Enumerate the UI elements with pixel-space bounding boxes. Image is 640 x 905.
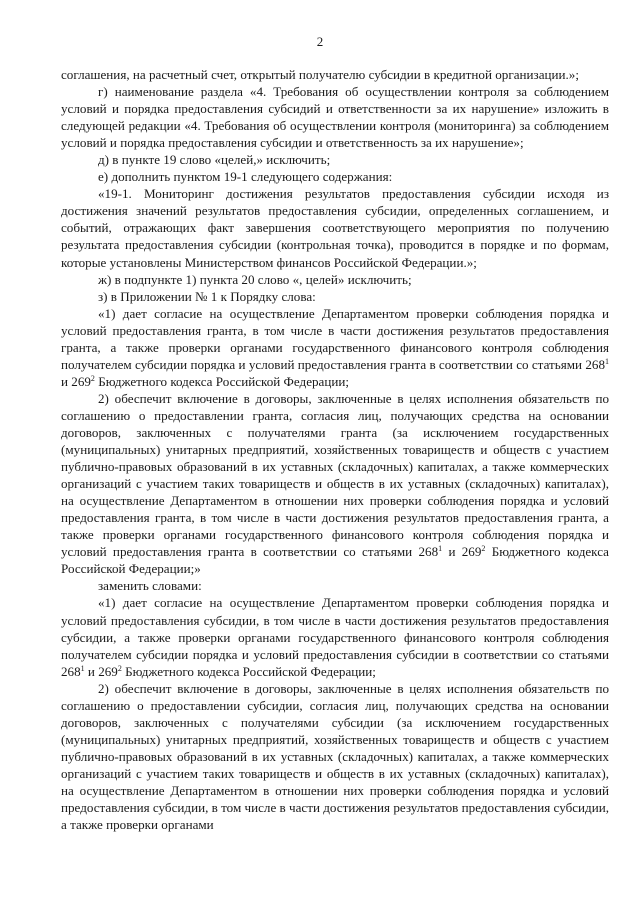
- paragraph-item-g: г) наименование раздела «4. Требования об осуществлении контроля за соблюдением условий и порядка предоставления субсидий и ответственности за их нарушение» изложить в следующей редакции «4. Требования об осуществлении контроля (мониторинга) за соблюдением условий и порядка предоставления субсидии и ответственность за их нарушение»;: [61, 84, 609, 151]
- superscript: 1: [438, 544, 443, 554]
- paragraph-old-clause-1: [61, 305, 609, 390]
- paragraph-item-d: д) в пункте 19 слово «целей,» исключить;: [98, 152, 331, 168]
- text-segment: и 269: [61, 373, 91, 389]
- paragraph-item-z: з) в Приложении № 1 к Порядку слова:: [98, 288, 316, 304]
- page-number: 2: [316, 34, 324, 49]
- text-segment: Бюджетного кодекса Российской Федерации;: [94, 373, 350, 389]
- paragraph-item-e: е) дополнить пунктом 19-1 следующего содержания:: [98, 169, 393, 185]
- superscript: 1: [605, 356, 609, 366]
- text-segment: «1) дает согласие на осуществление Департаментом проверки соблюдения порядка и условий предоставления гранта, в том числе в части достижения результатов предоставления гранта, а также проверки органами государственного финансового контроля соблюдения получателем субсидии порядка и условий предоставления гранта в соответствии со статьями 268: [61, 305, 609, 372]
- superscript: 1: [80, 663, 85, 673]
- paragraph-point-19-1: «19-1. Мониторинг достижения результатов предоставления субсидии исходя из достижения значений результатов предоставления субсидии, определенных соглашением, и событий, отражающих факт завершения соответствующего мероприятия по получению результата предоставления субсидии (контрольная точка), проводится в порядке и по формам, которые установлены Министерством финансов Российской Федерации.»;: [61, 186, 609, 270]
- text-segment: Бюджетного кодекса Российской Федерации;»: [61, 544, 609, 577]
- superscript: 2: [481, 544, 486, 554]
- superscript: 2: [117, 663, 122, 673]
- text-segment: Бюджетного кодекса Российской Федерации;: [121, 663, 376, 679]
- document-body: [61, 66, 609, 833]
- text-segment: 2) обеспечит включение в договоры, заключенные в целях исполнения обязательств по соглашению о предоставлении гранта, согласия лиц, получающих средства на основании договоров, заключенных с получателями гранта (за исключением государственных (муниципальных) унитарных предприятий, хозяйственных товариществ и обществ с участием публично-правовых образований в их уставных (складочных) капиталах, а также коммерческих организаций с участием таких товариществ и обществ в их уставных (складочных) капиталах), на осуществление Департаментом в отношении них проверки соблюдения порядка и условий предоставления гранта, в том числе в части достижения результатов предоставления гранта, а также проверки органами государственного финансового контроля соблюдения порядка и условий предоставления гранта в соответствии со статьями 268: [61, 390, 609, 560]
- text-segment: «1) дает согласие на осуществление Департаментом проверки соблюдения порядка и условий предоставления субсидии, в том числе в части достижения результатов предоставления субсидии, а также проверки органами государственного финансового контроля соблюдения получателем субсидии порядка и условий предоставления субсидии в соответствии со статьями 268: [61, 595, 609, 679]
- paragraph-old-clause-2: [61, 390, 609, 578]
- paragraph-continuation: соглашения, на расчетный счет, открытый получателю субсидии в кредитной организации.»;: [61, 67, 579, 82]
- paragraph-replace-with: заменить словами:: [98, 578, 202, 594]
- superscript: 2: [90, 373, 95, 383]
- text-segment: и 269: [84, 663, 118, 679]
- paragraph-item-zh: ж) в подпункте 1) пункта 20 слово «, целей» исключить;: [98, 271, 412, 287]
- paragraph-new-clause-2: 2) обеспечит включение в договоры, заключенные в целях исполнения обязательств по соглашению о предоставлении субсидии, согласия лиц, получающих средства на основании договоров, заключенных с получателями субсидии (за исключением государственных (муниципальных) унитарных предприятий, хозяйственных товариществ и обществ с участием публично-правовых образований в их уставных (складочных) капиталах, а также коммерческих организаций с участием таких товариществ и обществ в их уставных (складочных) капиталах), на осуществление Департаментом в отношении них проверки соблюдения порядка и условий предоставления субсидии, в том числе в части достижения результатов предоставления субсидии, а также проверки органами: [61, 680, 609, 833]
- text-segment: и 269: [442, 544, 482, 560]
- paragraph-new-clause-1: [61, 594, 609, 679]
